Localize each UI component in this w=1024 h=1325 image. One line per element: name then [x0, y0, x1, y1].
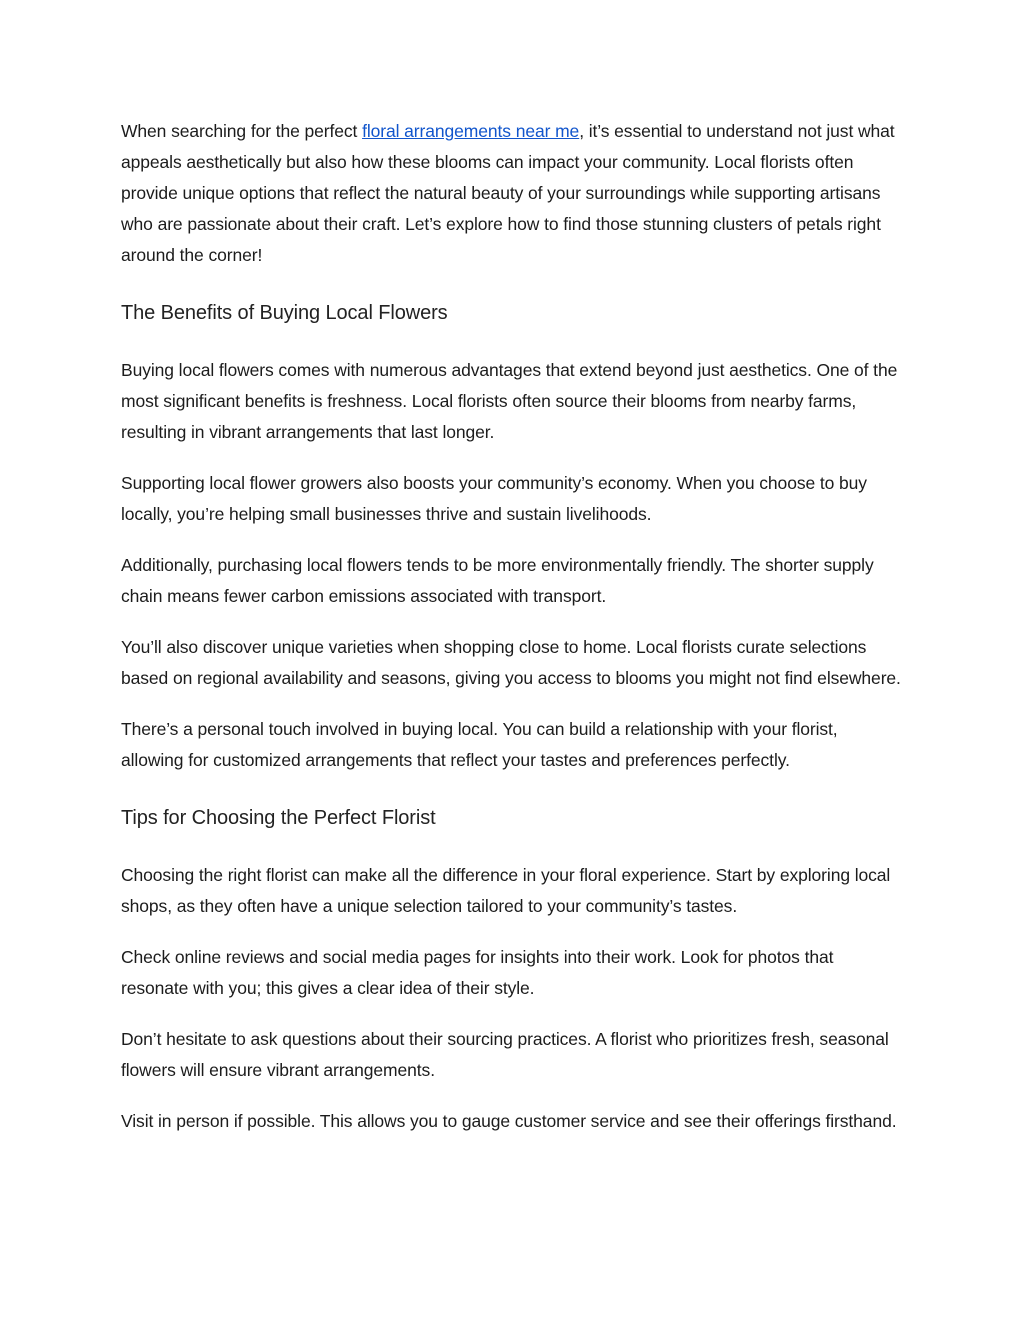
benefits-paragraph-4: You’ll also discover unique varieties when shopping close to home. Local florists curate selections based on regional availability and seasons, giving you access to blooms you might not find elsewhere.	[121, 637, 901, 688]
benefits-paragraph-5: There’s a personal touch involved in buying local. You can build a relationship with your florist, allowing for customized arrangements that reflect your tastes and preferences perfectly.	[121, 719, 838, 770]
tips-paragraph-3: Don’t hesitate to ask questions about their sourcing practices. A florist who prioritizes fresh, seasonal flowers will ensure vibrant arrangements.	[121, 1029, 889, 1080]
tips-paragraph-4: Visit in person if possible. This allows you to gauge customer service and see their offerings firsthand.	[121, 1111, 897, 1131]
section-heading-benefits: The Benefits of Buying Local Flowers	[121, 302, 448, 324]
section-heading-tips: Tips for Choosing the Perfect Florist	[121, 807, 436, 829]
tips-paragraph-1: Choosing the right florist can make all the difference in your floral experience. Start by exploring local shops, as they often have a unique selection tailored to your community’s tastes.	[121, 865, 891, 916]
benefits-paragraph-1: Buying local flowers comes with numerous advantages that extend beyond just aesthetics. One of the most significant benefits is freshness. Local florists often source their blooms from nearby farms, resulting in vibrant arrangements that last longer.	[121, 360, 898, 442]
benefits-paragraph-3: Additionally, purchasing local flowers tends to be more environmentally friendly. The shorter supply chain means fewer carbon emissions associated with transport.	[121, 555, 874, 606]
intro-text-before-link: When searching for the perfect	[121, 121, 363, 141]
intro-text-after-link: , it’s essential to understand not just what appeals aesthetically but also how these blooms can impact your community. Local florists often provide unique options that reflect the natural beauty of your surroundings while supporting artisans who are passionate about their craft. Let’s explore how to find those stunning clusters of petals right around the corner!	[121, 121, 895, 265]
floral-arrangements-link[interactable]: floral arrangements near me	[362, 121, 580, 141]
benefits-paragraph-2: Supporting local flower growers also boosts your community’s economy. When you choose to buy locally, you’re helping small businesses thrive and sustain livelihoods.	[121, 473, 867, 524]
tips-paragraph-2: Check online reviews and social media pages for insights into their work. Look for photos that resonate with you; this gives a clear idea of their style.	[121, 947, 834, 998]
intro-paragraph	[121, 116, 904, 271]
